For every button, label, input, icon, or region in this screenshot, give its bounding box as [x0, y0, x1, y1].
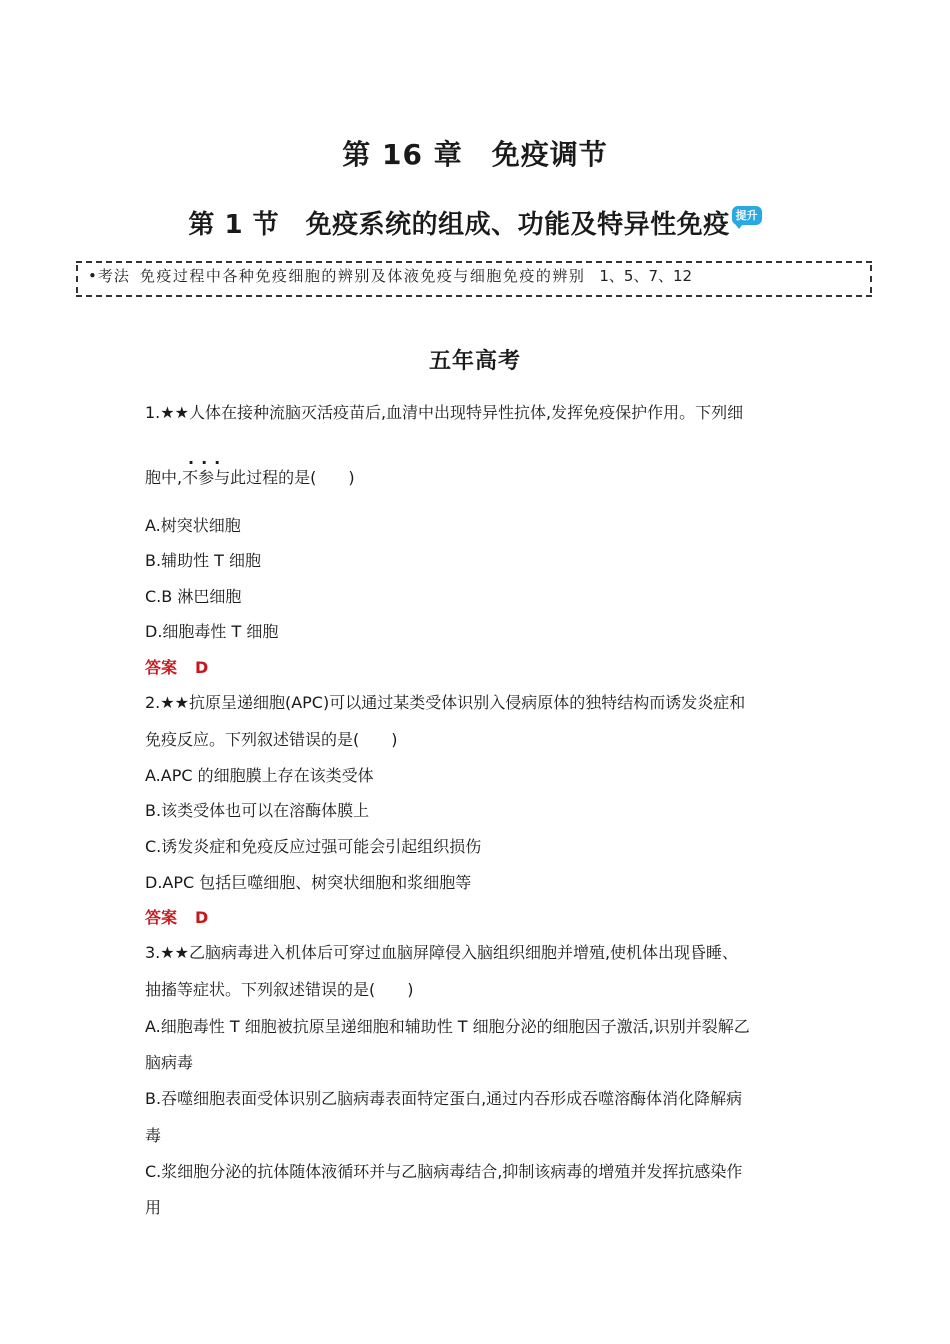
option: A.细胞毒性 T 细胞被抗原呈递细胞和辅助性 T 细胞分泌的细胞因子激活,识别并裂解乙 [145, 1017, 750, 1036]
question-stem: 1.★★人体在接种流脑灭活疫苗后,血清中出现特异性抗体,发挥免疫保护作用。下列细 [145, 403, 744, 422]
option: D.细胞毒性 T 细胞 [145, 622, 279, 641]
answer-label: 答案 [145, 908, 178, 927]
option: 毒 [145, 1126, 162, 1145]
question-stem: 2.★★抗原呈递细胞(APC)可以通过某类受体识别入侵病原体的独特结构而诱发炎症和 [145, 693, 746, 712]
subsection-title: 五年高考 [428, 349, 521, 374]
answer [145, 655, 208, 678]
option: A.APC 的细胞膜上存在该类受体 [145, 766, 374, 785]
option: C.浆细胞分泌的抗体随体液循环并与乙脑病毒结合,抑制该病毒的增殖并发挥抗感染作 [145, 1162, 743, 1181]
option: B.辅助性 T 细胞 [145, 551, 262, 570]
option: A.树突状细胞 [145, 516, 241, 535]
option: 用 [145, 1198, 162, 1217]
question-stem: 免疫反应。下列叙述错误的是( ) [145, 730, 398, 749]
emphasis-dots: ... [188, 449, 228, 468]
answer [145, 905, 208, 928]
question-stem: 3.★★乙脑病毒进入机体后可穿过血脑屏障侵入脑组织细胞并增殖,使机体出现昏睡、 [145, 943, 739, 962]
question-stem: 抽搐等症状。下列叙述错误的是( ) [145, 980, 414, 999]
option: D.APC 包括巨噬细胞、树突状细胞和浆细胞等 [145, 873, 472, 892]
option: C.B 淋巴细胞 [145, 587, 242, 606]
section-title [0, 204, 950, 241]
level-badge: 提升 [732, 206, 762, 225]
answer-value: D [195, 908, 209, 927]
answer-label: 答案 [145, 658, 178, 677]
kaofa-description: 免疫过程中各种免疫细胞的辨别及体液免疫与细胞免疫的辨别 [139, 267, 586, 285]
question-stem: 胞中,不参与此过程的是( ) [145, 468, 355, 487]
kaofa-label: •考法 [88, 267, 130, 285]
option: B.该类受体也可以在溶酶体膜上 [145, 801, 370, 820]
kaofa-numbers: 1、5、7、12 [599, 267, 693, 285]
kaofa-line [88, 265, 692, 286]
chapter-title: 第 16 章 免疫调节 [342, 138, 608, 171]
option: B.吞噬细胞表面受体识别乙脑病毒表面特定蛋白,通过内吞形成吞噬溶酶体消化降解病 [145, 1089, 743, 1108]
option: 脑病毒 [145, 1053, 194, 1072]
answer-value: D [195, 658, 209, 677]
section-title-text: 第 1 节 免疫系统的组成、功能及特异性免疫 [188, 210, 730, 240]
option: C.诱发炎症和免疫反应过强可能会引起组织损伤 [145, 837, 482, 856]
